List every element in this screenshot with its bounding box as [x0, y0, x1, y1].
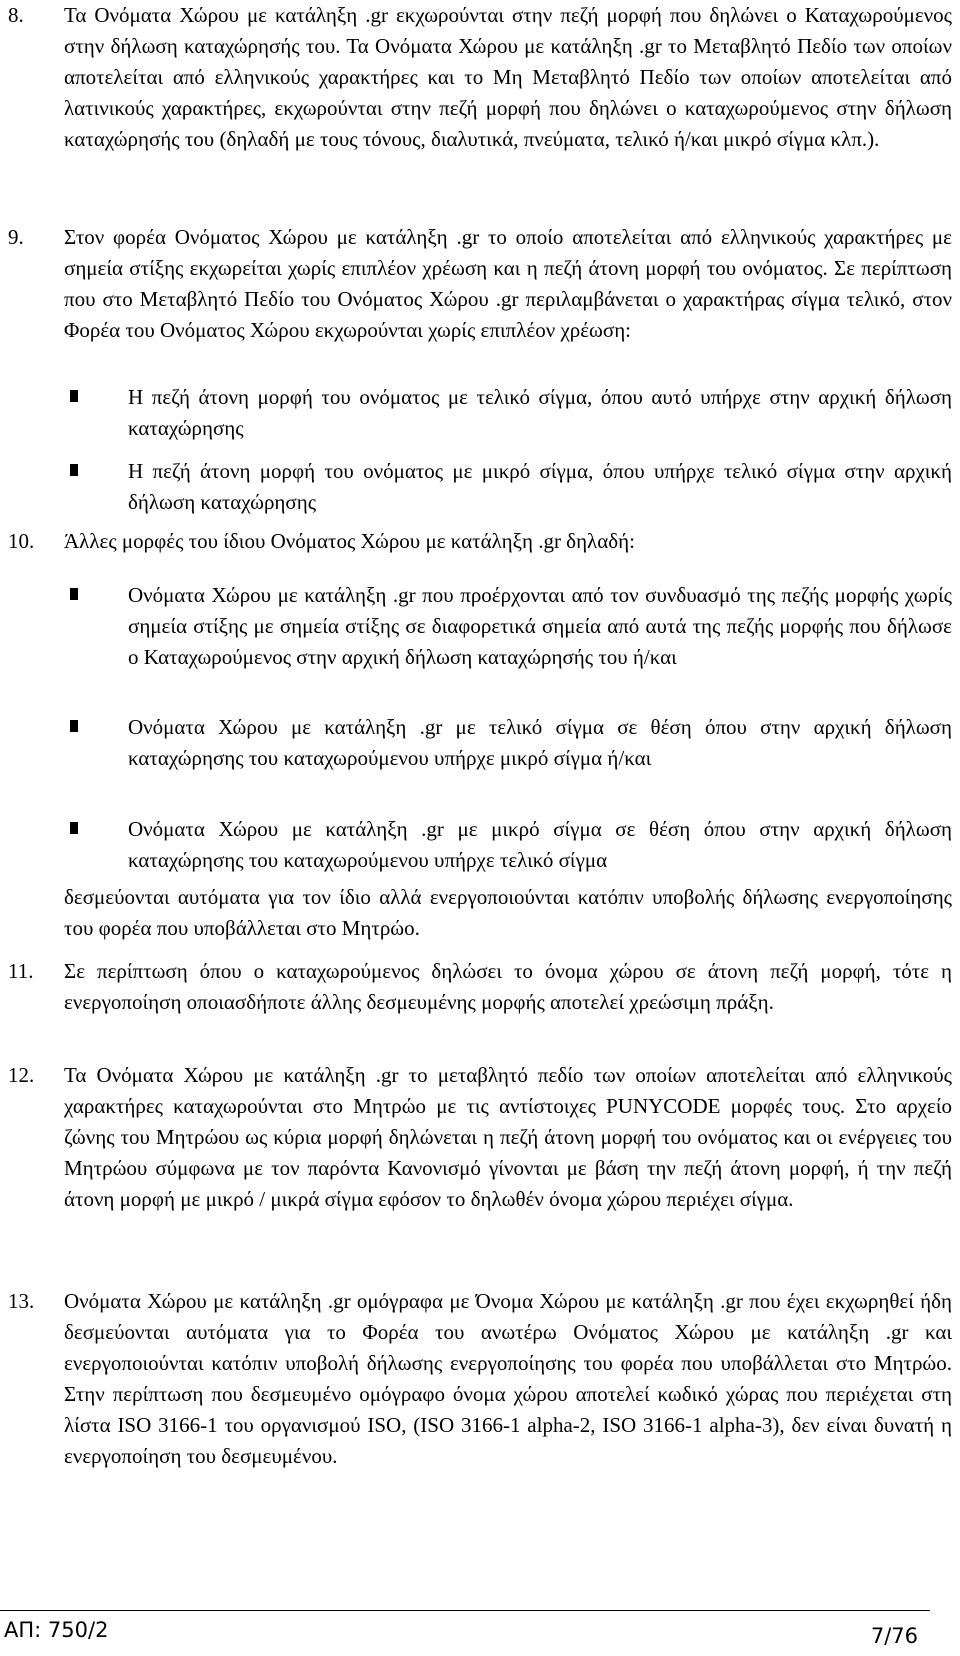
bullet-item — [0, 382, 952, 444]
item-text: Ονόματα Χώρου με κατάληξη .gr ομόγραφα με Όνομα Χώρου με κατάληξη .gr που έχει εκχωρηθεί ήδη δεσμεύονται αυτόματα για το Φορέα του ανωτέρω Ονόματος Χώρου με κατάληξη .gr και ενεργοποιούνται κατόπιν υποβολή δήλωσης ενεργοποίησης του φορέα που υποβάλλεται στο Μητρώο. Στην περίπτωση που δεσμευμένο ομόγραφο όνομα χώρου αποτελεί κωδικό χώρας που περιέχεται στη λίστα ISO 3166-1 του οργανισμού ISO, (ISO 3166-1 alpha-2, ISO 3166-1 alpha-3), δεν είναι δυνατή η ενεργοποίηση του δεσμευμένου. — [64, 1289, 952, 1468]
item-text: Τα Ονόματα Χώρου με κατάληξη .gr το μεταβλητό πεδίο των οποίων αποτελείται από ελληνικούς χαρακτήρες καταχωρούνται στο Μητρώο με τις αντίστοιχες PUNYCODE μορφές τους. Στο αρχείο ζώνης του Μητρώου ως κύρια μορφή δηλώνεται η πεζή άτονη μορφή του ονόματος και οι ενέργειες του Μητρώου σύμφωνα με τον παρόντα Κανονισμό γίνονται με βάση την πεζή άτονη μορφή, ή την πεζή άτονη μορφή με μικρό / μικρά σίγμα εφόσον το δηλωθέν όνομα χώρου περιέχει σίγμα. — [64, 1063, 952, 1211]
item-text: Τα Ονόματα Χώρου με κατάληξη .gr εκχωρούνται στην πεζή μορφή που δηλώνει ο Καταχωρούμενος στην δήλωση καταχώρησής του. Τα Ονόματα Χώρου με κατάληξη .gr το Μεταβλητό Πεδίο των οποίων αποτελείται από ελληνικούς χαρακτήρες και το Μη Μεταβλητό Πεδίο των οποίων αποτελείται από λατινικούς χαρακτήρες, εκχωρούνται στην πεζή μορφή που δηλώνει ο καταχωρούμενος στην δήλωση καταχώρησής του (δηλαδή με τους τόνους, διαλυτικά, πνεύματα, τελικό ή/και μικρό σίγμα κλπ.). — [64, 3, 952, 151]
item-number: 13. — [8, 1289, 35, 1313]
item-number: 12. — [8, 1063, 35, 1087]
list-item-11 — [0, 956, 952, 1018]
bullet-item — [0, 456, 952, 518]
list-item-10 — [0, 526, 952, 557]
bullet-item — [0, 580, 952, 673]
item-number: 9. — [8, 225, 24, 249]
bullet-item — [0, 712, 952, 774]
square-bullet-icon — [70, 464, 78, 476]
item-number: 10. — [8, 529, 35, 553]
list-item-13 — [0, 1286, 952, 1472]
item-number: 11. — [8, 959, 34, 983]
bullet-text: Η πεζή άτονη μορφή του ονόματος με τελικό σίγμα, όπου αυτό υπήρχε στην αρχική δήλωση καταχώρησης — [128, 385, 952, 440]
item-number: 8. — [8, 3, 24, 27]
bullet-text: Η πεζή άτονη μορφή του ονόματος με μικρό σίγμα, όπου υπήρχε τελικό σίγμα στην αρχική δήλωση καταχώρησης — [128, 459, 952, 514]
conclusion-text: δεσμεύονται αυτόματα για τον ίδιο αλλά ενεργοποιούνται κατόπιν υποβολής δήλωσης ενεργοποίησης του φορέα που υποβάλλεται στο Μητρώο. — [64, 885, 952, 940]
square-bullet-icon — [70, 588, 78, 600]
item-text: Σε περίπτωση όπου ο καταχωρούμενος δηλώσει το όνομα χώρου σε άτονη πεζή μορφή, τότε η ενεργοποίηση οποιασδήποτε άλλης δεσμευμένης μορφής αποτελεί χρεώσιμη πράξη. — [64, 959, 952, 1014]
square-bullet-icon — [70, 720, 78, 732]
bullet-item — [0, 814, 952, 876]
square-bullet-icon — [70, 822, 78, 834]
item-text: Άλλες μορφές του ίδιου Ονόματος Χώρου με κατάληξη .gr δηλαδή: — [64, 529, 635, 553]
page-number: 7/76 — [870, 1624, 918, 1648]
list-item-12 — [0, 1060, 952, 1215]
item-10-conclusion — [0, 882, 952, 944]
bullet-text: Ονόματα Χώρου με κατάληξη .gr που προέρχονται από τον συνδυασμό της πεζής μορφής χωρίς σημεία στίξης με σημεία στίξης σε διαφορετικά σημεία από αυτά της πεζής μορφής που δήλωσε ο Καταχωρούμενος στην αρχική δήλωση καταχώρησής του ή/και — [128, 583, 952, 669]
footer-divider — [0, 1610, 930, 1611]
square-bullet-icon — [70, 390, 78, 402]
bullet-text: Ονόματα Χώρου με κατάληξη .gr με μικρό σίγμα σε θέση όπου στην αρχική δήλωση καταχώρησης του καταχωρούμενου υπήρχε τελικό σίγμα — [128, 817, 952, 872]
list-item-9 — [0, 222, 952, 346]
list-item-8 — [0, 0, 952, 155]
bullet-text: Ονόματα Χώρου με κατάληξη .gr με τελικό σίγμα σε θέση όπου στην αρχική δήλωση καταχώρησης του καταχωρούμενου υπήρχε μικρό σίγμα ή/και — [128, 715, 952, 770]
item-text: Στον φορέα Ονόματος Χώρου με κατάληξη .gr το οποίο αποτελείται από ελληνικούς χαρακτήρες με σημεία στίξης εκχωρείται χωρίς επιπλέον χρέωση και η πεζή άτονη μορφή του ονόματος. Σε περίπτωση που στο Μεταβλητό Πεδίο του Ονόματος Χώρου .gr περιλαμβάνεται ο χαρακτήρας σίγμα τελικό, στον Φορέα του Ονόματος Χώρου εκχωρούνται χωρίς επιπλέον χρέωση: — [64, 225, 952, 342]
document-reference: ΑΠ: 750/2 — [4, 1618, 109, 1642]
